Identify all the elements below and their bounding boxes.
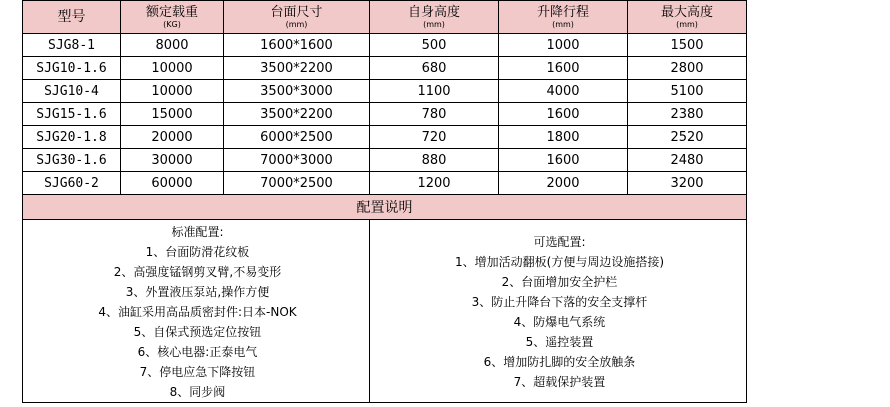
- cell-max-height: 2520: [628, 126, 747, 149]
- table-row: [23, 34, 747, 57]
- cell-model: SJG20-1.8: [23, 126, 121, 149]
- cell-self-height: 780: [370, 103, 499, 126]
- standard-config-item: 3、外置液压泵站,操作方便: [125, 285, 270, 299]
- cell-table-size: 6000*2500: [224, 126, 370, 149]
- cell-table-size: 3500*2200: [224, 57, 370, 80]
- header-label: 额定载重: [145, 4, 198, 20]
- table-row: [23, 172, 747, 195]
- standard-config-cell: [23, 220, 370, 403]
- header-label: 自身高度: [407, 4, 460, 20]
- header-unit: (mm): [285, 19, 308, 29]
- cell-table-size: 7000*2500: [224, 172, 370, 195]
- optional-config-item: 3、防止升降台下落的安全支撑杆: [471, 295, 648, 309]
- header-unit: (KG): [163, 19, 181, 29]
- cell-self-height: 1200: [370, 172, 499, 195]
- standard-config-item: 6、核心电器:正泰电气: [137, 345, 258, 359]
- cell-max-height: 5100: [628, 80, 747, 103]
- cell-max-height: 2380: [628, 103, 747, 126]
- cell-load: 8000: [121, 34, 224, 57]
- optional-config-title: 可选配置:: [533, 235, 586, 249]
- cell-load: 20000: [121, 126, 224, 149]
- table-row: [23, 80, 747, 103]
- optional-config-cell: [370, 220, 747, 403]
- cell-load: 30000: [121, 149, 224, 172]
- cell-self-height: 720: [370, 126, 499, 149]
- cell-model: SJG8-1: [23, 34, 121, 57]
- header-label: 升降行程: [536, 4, 589, 20]
- standard-config-item: 7、停电应急下降按钮: [139, 365, 256, 379]
- cell-stroke: 2000: [499, 172, 628, 195]
- table-row: [23, 103, 747, 126]
- optional-config-item: 1、增加活动翻板(方便与周边设施搭接): [455, 255, 664, 269]
- cell-model: SJG10-4: [23, 80, 121, 103]
- cell-model: SJG10-1.6: [23, 57, 121, 80]
- spec-table: [22, 0, 747, 403]
- section-title: 配置说明: [23, 195, 747, 220]
- optional-config-item: 4、防爆电气系统: [513, 315, 606, 329]
- optional-config-item: 7、超载保护装置: [513, 375, 606, 389]
- table-row: [23, 57, 747, 80]
- table-row: [23, 126, 747, 149]
- header-load: [121, 1, 224, 34]
- cell-stroke: 1800: [499, 126, 628, 149]
- optional-config-item: 6、增加防扎脚的安全放触条: [483, 355, 636, 369]
- section-title-row: [23, 195, 747, 220]
- cell-load: 60000: [121, 172, 224, 195]
- cell-max-height: 3200: [628, 172, 747, 195]
- standard-config-list: [23, 220, 369, 402]
- cell-max-height: 2800: [628, 57, 747, 80]
- standard-config-item: 8、同步阀: [169, 385, 226, 399]
- notes-row: [23, 220, 747, 403]
- header-table-size: [224, 1, 370, 34]
- standard-config-item: 1、台面防滑花纹板: [145, 245, 250, 259]
- header-label: 台面尺寸: [270, 4, 323, 20]
- cell-self-height: 880: [370, 149, 499, 172]
- header-label: 最大高度: [660, 4, 713, 20]
- header-unit: (mm): [552, 19, 574, 29]
- cell-load: 10000: [121, 80, 224, 103]
- cell-load: 15000: [121, 103, 224, 126]
- cell-max-height: 1500: [628, 34, 747, 57]
- cell-model: SJG15-1.6: [23, 103, 121, 126]
- header-stroke: [499, 1, 628, 34]
- cell-stroke: 1600: [499, 149, 628, 172]
- standard-config-item: 5、自保式预选定位按钮: [133, 325, 262, 339]
- header-model: [23, 1, 121, 34]
- cell-model: SJG30-1.6: [23, 149, 121, 172]
- standard-config-title: 标准配置:: [171, 225, 224, 239]
- standard-config-item: 4、油缸采用高品质密封件:日本-NOK: [98, 305, 297, 319]
- cell-self-height: 680: [370, 57, 499, 80]
- cell-stroke: 1600: [499, 103, 628, 126]
- cell-self-height: 500: [370, 34, 499, 57]
- cell-table-size: 1600*1600: [224, 34, 370, 57]
- header-row: [23, 1, 747, 34]
- cell-stroke: 1000: [499, 34, 628, 57]
- header-self-height: [370, 1, 499, 34]
- cell-self-height: 1100: [370, 80, 499, 103]
- optional-config-list: [370, 230, 746, 392]
- cell-table-size: 7000*3000: [224, 149, 370, 172]
- cell-load: 10000: [121, 57, 224, 80]
- cell-table-size: 3500*3000: [224, 80, 370, 103]
- cell-stroke: 4000: [499, 80, 628, 103]
- header-max-height: [628, 1, 747, 34]
- header-label: 型号: [57, 8, 86, 25]
- cell-model: SJG60-2: [23, 172, 121, 195]
- cell-table-size: 3500*2200: [224, 103, 370, 126]
- optional-config-item: 2、台面增加安全护栏: [501, 275, 618, 289]
- standard-config-item: 2、高强度锰钢剪叉臂,不易变形: [113, 265, 282, 279]
- cell-max-height: 2480: [628, 149, 747, 172]
- header-unit: (mm): [423, 19, 445, 29]
- optional-config-item: 5、遥控装置: [525, 335, 594, 349]
- cell-stroke: 1600: [499, 57, 628, 80]
- table-row: [23, 149, 747, 172]
- header-unit: (mm): [676, 19, 698, 29]
